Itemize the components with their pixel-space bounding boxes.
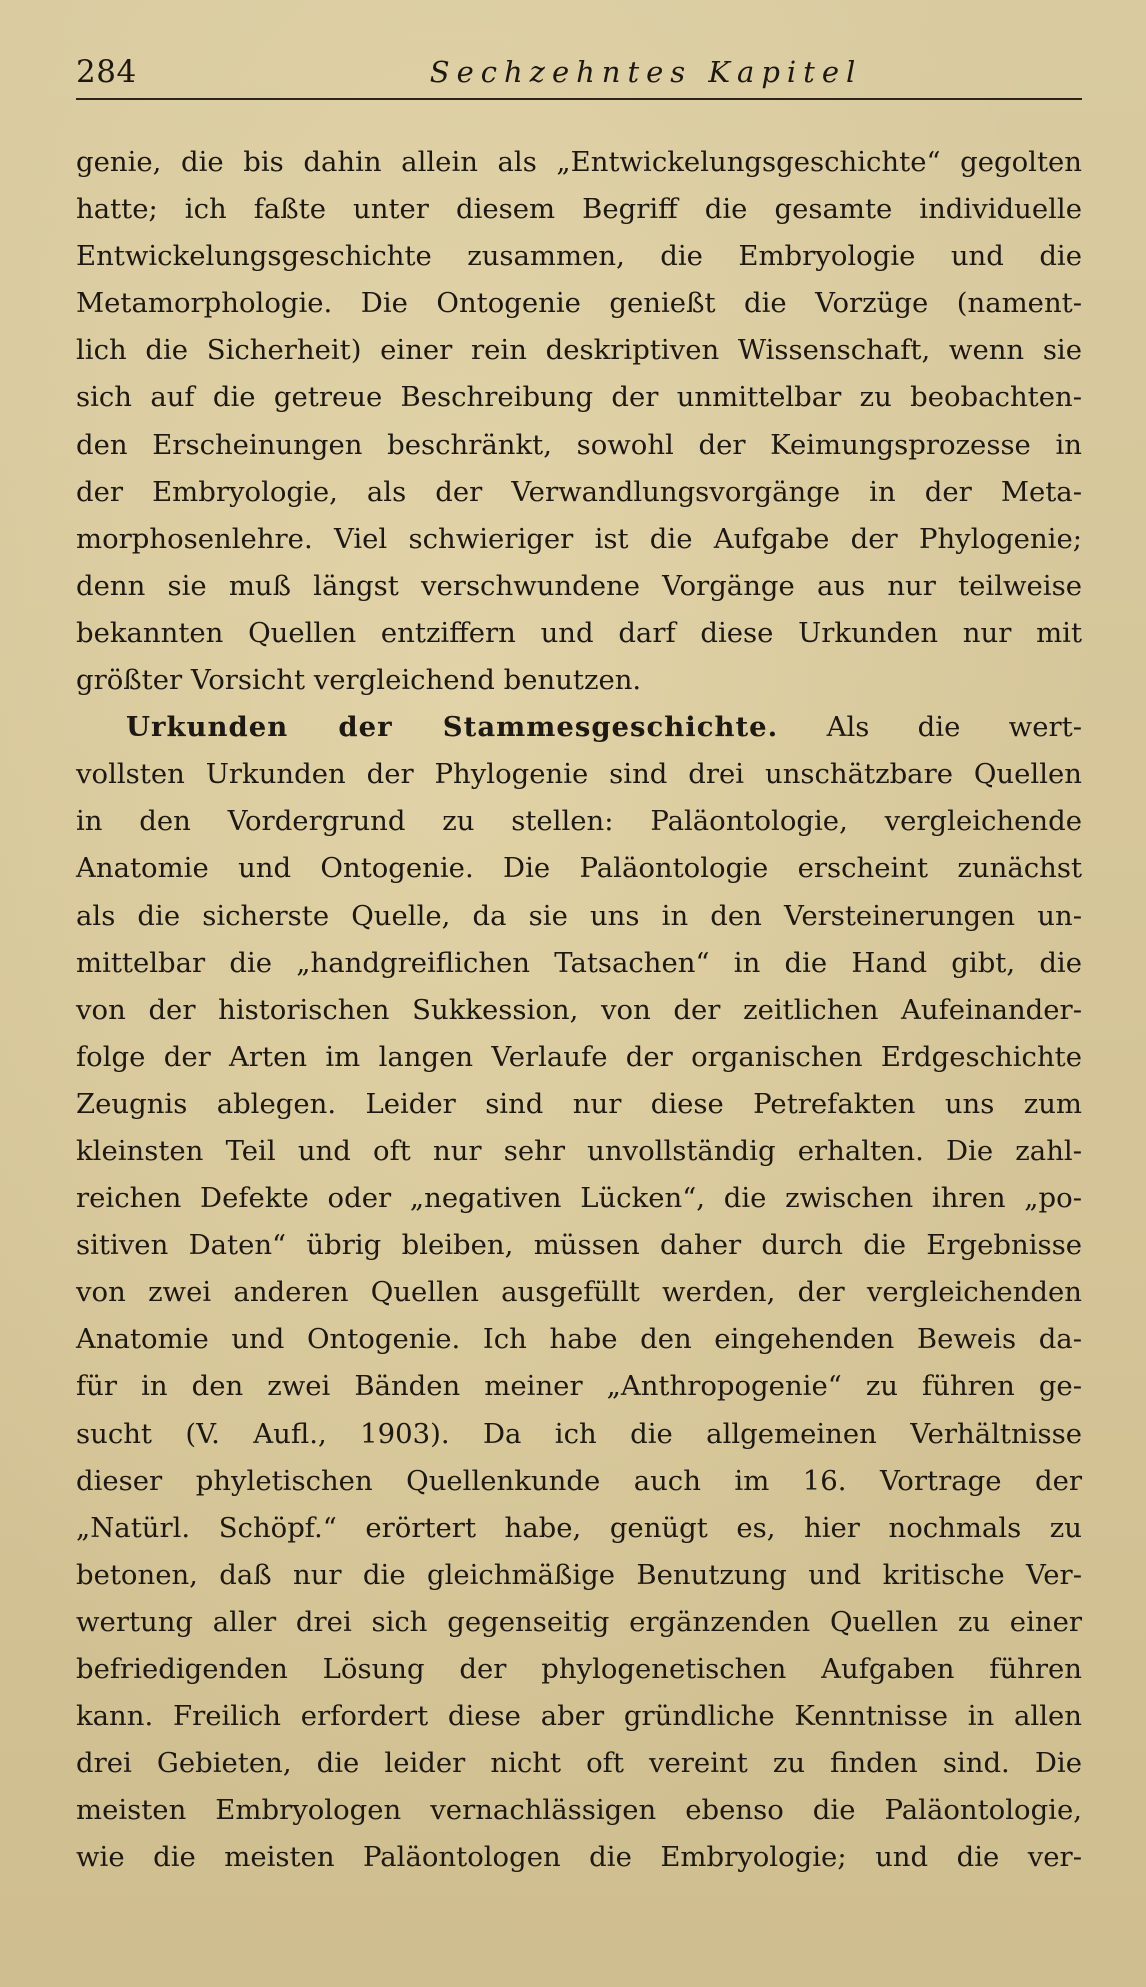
section-first-line: [76, 704, 1082, 751]
text-line: reichen Defekte oder „negativen Lücken“, die zwischen ihren „po-: [76, 1182, 1082, 1215]
text-line: vollsten Urkunden der Phylogenie sind drei unschätzbare Quellen: [76, 758, 1082, 791]
text-line: den Erscheinungen beschränkt, sowohl der Keimungsprozesse in: [76, 428, 1082, 461]
text-line: hatte; ich faßte unter diesem Begriff die gesamte individuelle: [76, 193, 1082, 226]
text-line: mittelbar die „handgreiflichen Tatsachen“ in die Hand gibt, die: [76, 946, 1082, 979]
text-line: Anatomie und Ontogenie. Ich habe den eingehenden Beweis da-: [76, 1323, 1082, 1356]
text-line: betonen, daß nur die gleichmäßige Benutzung und kritische Ver-: [76, 1558, 1082, 1591]
text-line: größter Vorsicht vergleichend benutzen.: [76, 664, 642, 697]
text-line: befriedigenden Lösung der phylogenetischen Aufgaben führen: [76, 1653, 1082, 1685]
body-text: [76, 139, 1082, 1881]
section-heading: Urkunden der Stammesgeschichte.: [126, 711, 779, 744]
text-line: „Natürl. Schöpf.“ erörtert habe, genügt es, hier nochmals zu: [76, 1511, 1082, 1544]
text-line: Zeugnis ablegen. Leider sind nur diese Petrefakten uns zum: [76, 1087, 1082, 1120]
text-line: als die sicherste Quelle, da sie uns in den Versteinerungen un-: [76, 899, 1082, 932]
text-line: Anatomie und Ontogenie. Die Paläontologie erscheint zunächst: [76, 852, 1082, 885]
text-line: dieser phyletischen Quellenkunde auch im 16. Vortrage der: [76, 1464, 1082, 1497]
text-line: lich die Sicherheit) einer rein deskriptiven Wissenschaft, wenn sie: [76, 334, 1082, 367]
text-line: wertung aller drei sich gegenseitig ergänzenden Quellen zu einer: [76, 1605, 1082, 1638]
text-line: bekannten Quellen entziffern und darf diese Urkunden nur mit: [76, 616, 1082, 649]
text-line: von der historischen Sukkession, von der zeitlichen Aufeinander-: [76, 993, 1082, 1026]
text-line: drei Gebieten, die leider nicht oft vereint zu finden sind. Die: [76, 1747, 1082, 1780]
paragraph-2: [76, 704, 1082, 1881]
text-line: sich auf die getreue Beschreibung der unmittelbar zu beobachten-: [76, 381, 1082, 414]
text-line: in den Vordergrund zu stellen: Paläontologie, vergleichende: [76, 805, 1082, 838]
header-rule: [76, 98, 1082, 100]
text-line: sucht (V. Aufl., 1903). Da ich die allgemeinen Verhältnisse: [76, 1417, 1082, 1450]
text-line: Metamorphologie. Die Ontogenie genießt die Vorzüge (nament-: [76, 287, 1082, 320]
text-line: kann. Freilich erfordert diese aber gründliche Kenntnisse in allen: [76, 1700, 1082, 1733]
text-line: genie, die bis dahin allein als „Entwickelungsgeschichte“ gegolten: [76, 146, 1082, 178]
section-first-line-rest: Als die wert-: [826, 711, 1082, 744]
text-line: von zwei anderen Quellen ausgefüllt werden, der vergleichenden: [76, 1276, 1082, 1309]
text-line: meisten Embryologen vernachlässigen ebenso die Paläontologie,: [76, 1794, 1082, 1827]
text-line: für in den zwei Bänden meiner „Anthropogenie“ zu führen ge-: [76, 1370, 1082, 1403]
text-line: folge der Arten im langen Verlaufe der organischen Erdgeschichte: [76, 1040, 1082, 1073]
text-line: der Embryologie, als der Verwandlungsvorgänge in der Meta-: [76, 475, 1082, 508]
text-line: morphosenlehre. Viel schwieriger ist die Aufgabe der Phylogenie;: [76, 522, 1082, 555]
text-line: kleinsten Teil und oft nur sehr unvollständig erhalten. Die zahl-: [76, 1134, 1082, 1167]
paragraph-1: [76, 139, 1082, 704]
page-header: [76, 50, 1082, 94]
text-line: denn sie muß längst verschwundene Vorgänge aus nur teilweise: [76, 569, 1082, 602]
text-line: sitiven Daten“ übrig bleiben, müssen daher durch die Ergebnisse: [76, 1229, 1082, 1262]
text-line: wie die meisten Paläontologen die Embryologie; und die ver-: [76, 1841, 1082, 1874]
page-number: 284: [76, 54, 137, 90]
running-head: Sechzehntes Kapitel: [429, 55, 863, 89]
text-line: Entwickelungsgeschichte zusammen, die Embryologie und die: [76, 240, 1082, 273]
